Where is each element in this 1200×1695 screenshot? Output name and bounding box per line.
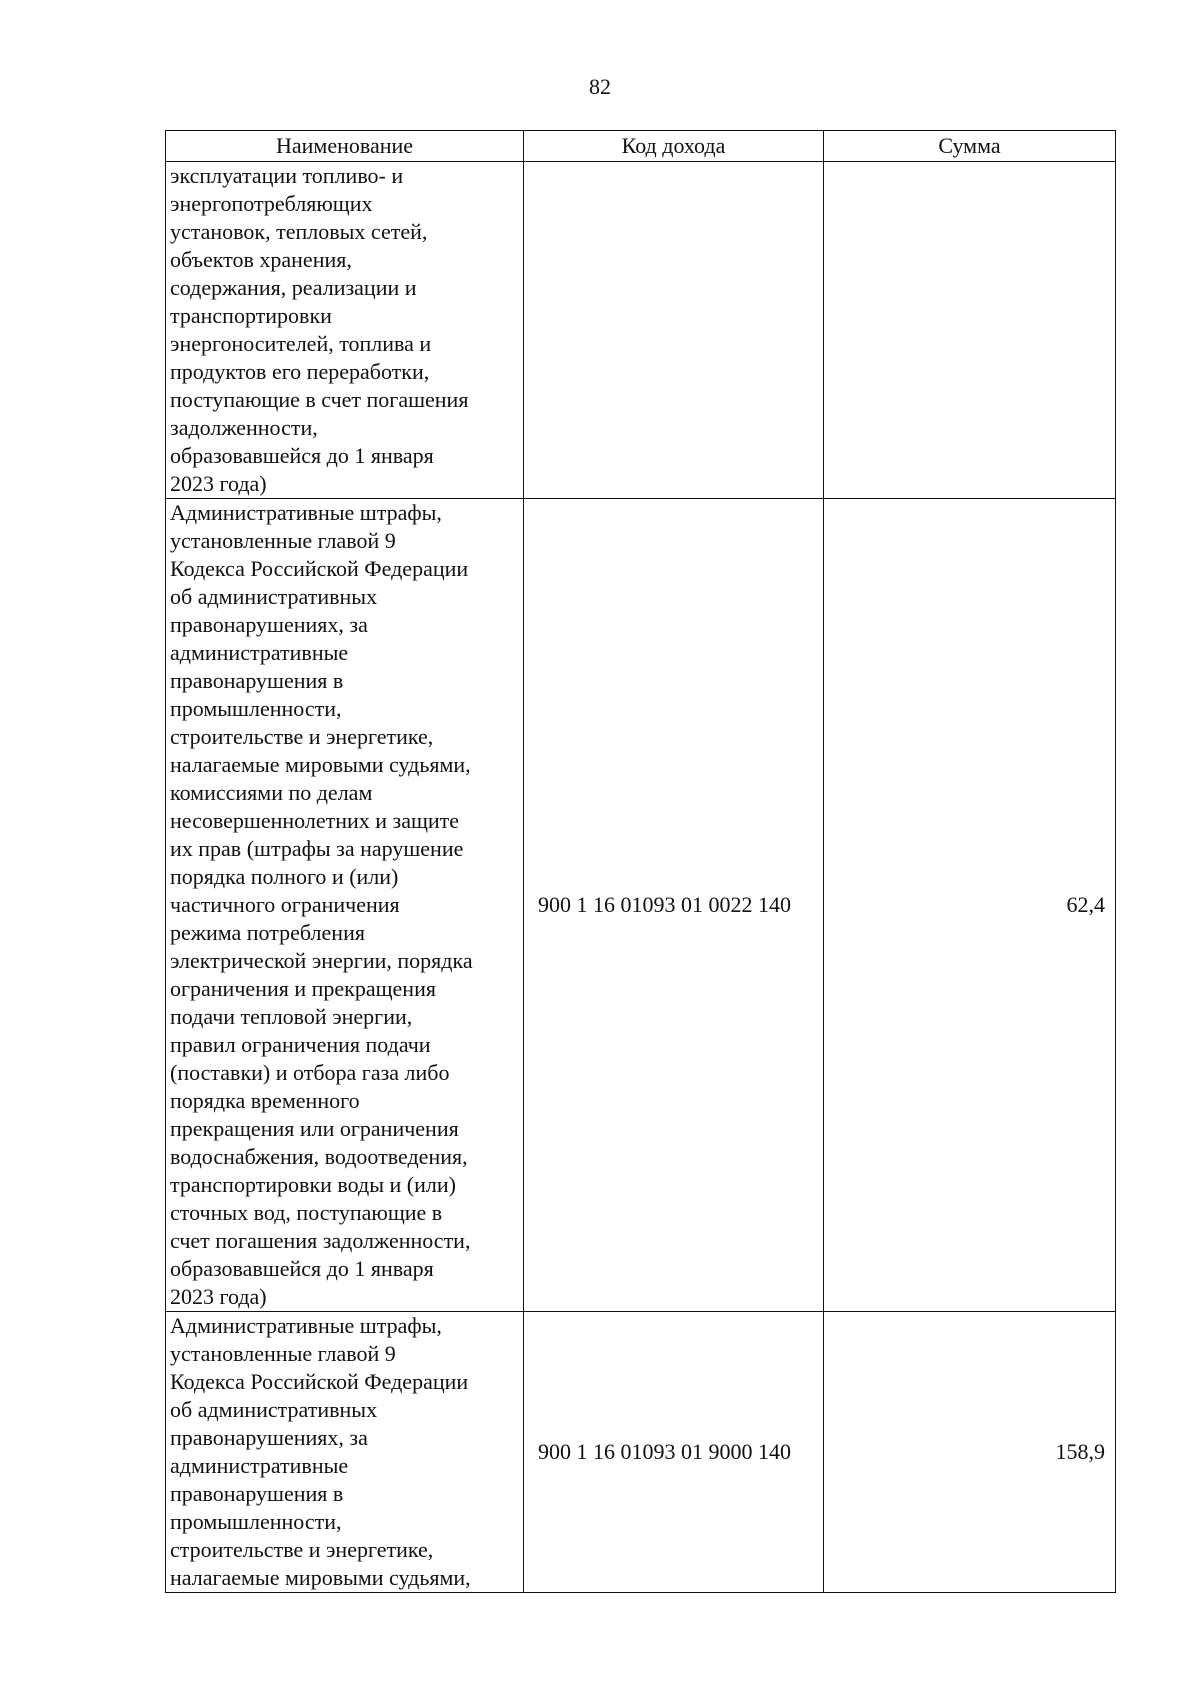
table-row bbox=[166, 499, 1116, 1312]
header-sum: Сумма bbox=[824, 131, 1116, 162]
row-sum-cell: 62,4 bbox=[824, 499, 1116, 1312]
table-row bbox=[166, 162, 1116, 499]
row-name-cell: Административные штрафы, установленные главой 9 Кодекса Российской Федерации об административных правонарушениях, за административные правонарушения в промышленности, строительстве и энергетике, налагаемые мировыми судьями, bbox=[166, 1312, 524, 1593]
row-name-cell: эксплуатации топливо- и энергопотребляющих установок, тепловых сетей, объектов хранения, содержания, реализации и транспортировки энергоносителей, топлива и продуктов его переработки, поступающие в счет погашения задолженности, образовавшейся до 1 января 2023 года) bbox=[166, 162, 524, 499]
row-sum-cell bbox=[824, 162, 1116, 499]
table-row bbox=[166, 1312, 1116, 1593]
row-code-cell: 900 1 16 01093 01 0022 140 bbox=[524, 499, 824, 1312]
row-code-cell: 900 1 16 01093 01 9000 140 bbox=[524, 1312, 824, 1593]
table-header-row bbox=[166, 131, 1116, 162]
row-code-cell bbox=[524, 162, 824, 499]
page-number: 82 bbox=[589, 74, 611, 99]
header-name: Наименование bbox=[166, 131, 524, 162]
row-name-cell: Административные штрафы, установленные главой 9 Кодекса Российской Федерации об административных правонарушениях, за административные правонарушения в промышленности, строительстве и энергетике, налагаемые мировыми судьями, комиссиями по делам несовершеннолетних и защите их прав (штрафы за нарушение порядка полного и (или) частичного ограничения режима потребления электрической энергии, порядка ограничения и прекращения подачи тепловой энергии, правил ограничения подачи (поставки) и отбора газа либо порядка временного прекращения или ограничения водоснабжения, водоотведения, транспортировки воды и (или) сточных вод, поступающие в счет погашения задолженности, образовавшейся до 1 января 2023 года) bbox=[166, 499, 524, 1312]
row-sum-cell: 158,9 bbox=[824, 1312, 1116, 1593]
revenue-table bbox=[165, 130, 1116, 1593]
header-code: Код дохода bbox=[524, 131, 824, 162]
